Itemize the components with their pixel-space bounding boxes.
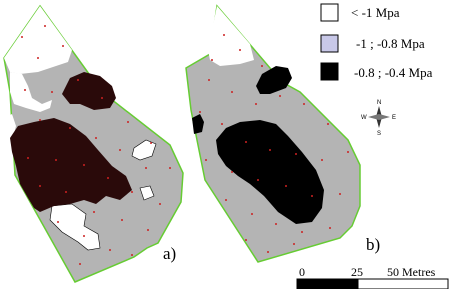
legend-label: -0.8 ; -0.4 Mpa: [354, 65, 433, 80]
legend-item-1: [321, 4, 400, 21]
scale-segment-black: [297, 279, 358, 289]
scale-segment-white: [358, 279, 448, 289]
legend-label: -1 ; -0.8 Mpa: [356, 36, 425, 51]
map-panel-b: [186, 6, 380, 262]
legend-swatch-black: [321, 63, 338, 80]
scale-tick-50: 50 Metres: [387, 265, 436, 279]
legend: [321, 4, 433, 80]
zone-white-b-top: [208, 6, 254, 66]
legend-swatch-white: [321, 4, 338, 21]
scale-bar: [297, 265, 448, 289]
legend-label: < -1 Mpa: [351, 5, 400, 20]
compass-w: W: [361, 115, 367, 121]
panel-label-a: a): [163, 244, 177, 263]
compass-icon: [361, 100, 396, 137]
compass-needle-ew: [368, 114, 390, 120]
scale-tick-0: 0: [299, 265, 305, 279]
legend-item-3: [321, 63, 433, 80]
compass-n: N: [377, 100, 382, 106]
zone-white-a-top: [4, 6, 72, 74]
panel-label-b: b): [366, 235, 381, 254]
compass-e: E: [392, 115, 397, 121]
compass-s: S: [377, 131, 382, 137]
scale-tick-25: 25: [351, 265, 363, 279]
legend-swatch-lavender: [321, 35, 338, 52]
map-panel-a: [4, 6, 183, 282]
legend-item-2: [321, 35, 425, 52]
